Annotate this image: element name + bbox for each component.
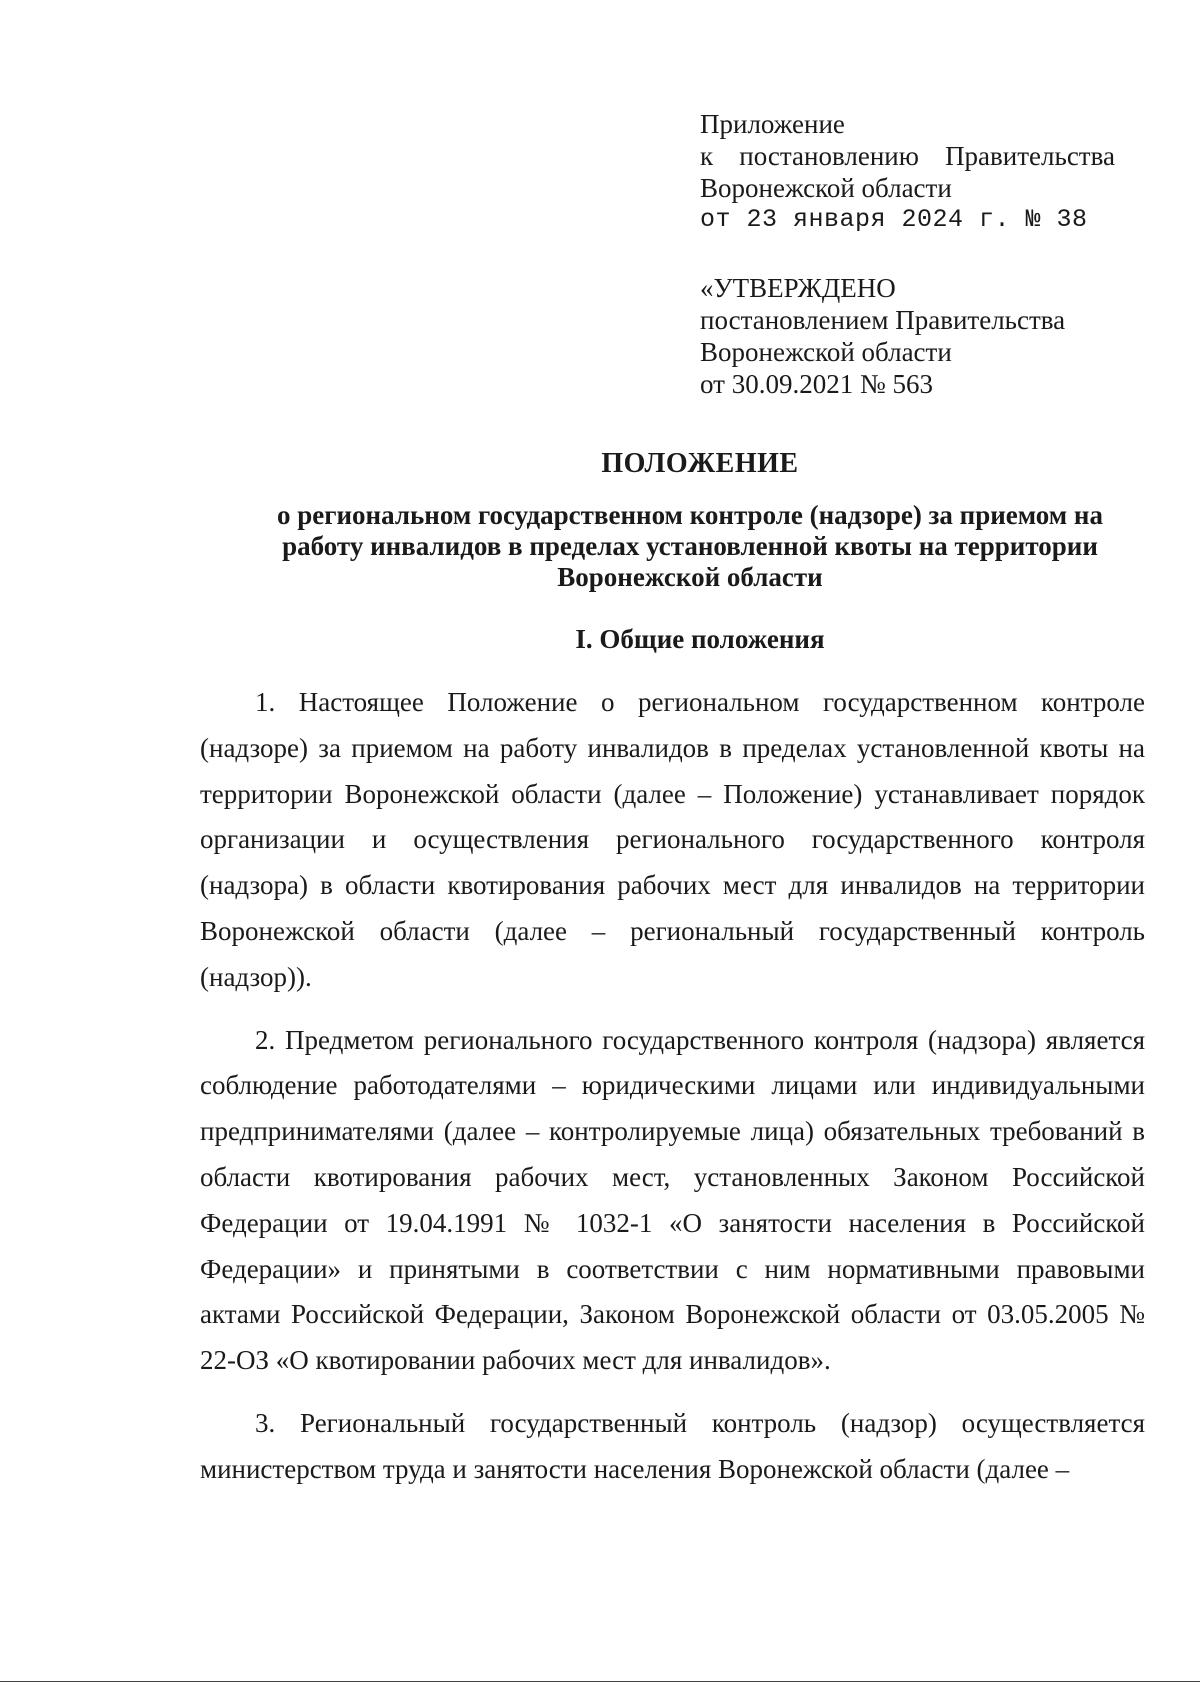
appendix-line-2-mid: постановлению — [739, 141, 919, 171]
subtitle-line-3: Воронежской области — [557, 562, 823, 592]
appendix-line-2-right: Правительства — [945, 141, 1115, 171]
section-heading: I. Общие положения — [575, 624, 825, 654]
appendix-line-1: Приложение — [700, 109, 845, 139]
document-subtitle — [240, 500, 1140, 593]
appendix-block — [700, 108, 1115, 236]
approved-line-3: Воронежской области — [700, 337, 952, 367]
appendix-line-3: Воронежской области — [700, 173, 952, 203]
paragraph-2: 2. Предметом регионального государственного контроля (надзора) является соблюдение работодателями – юридическими лицами или индивидуальными предпринимателями (далее – контролируемые лица) обязательных требований в области квотирования рабочих мест, установленных Законом Российской Федерации от 19.04.1991 № 1032-1 «О занятости населения в Российской Федерации» и принятыми в соответствии с ним нормативными правовыми актами Российской Федерации, Законом Воронежской области от 03.05.2005 № 22-ОЗ «О квотировании рабочих мест для инвалидов». — [200, 1024, 1145, 1376]
document-title: ПОЛОЖЕНИЕ — [601, 448, 799, 479]
approved-block — [700, 272, 1115, 400]
approved-line-4: от 30.09.2021 № 563 — [700, 369, 933, 399]
appendix-line-2 — [700, 140, 1115, 172]
paragraph-3: 3. Региональный государственный контроль (надзор) осуществляется министерством труда и занятости населения Воронежской области (далее – — [200, 1407, 1145, 1484]
subtitle-line-1: о региональном государственном контроле (надзоре) за приемом на — [276, 500, 1103, 530]
document-body — [200, 680, 1145, 1510]
page-bottom-rule — [0, 1681, 1200, 1682]
appendix-date-number: от 23 января 2024 г. № 38 — [700, 205, 1088, 234]
subtitle-line-2: работу инвалидов в пределах установленной квоты на территории — [282, 531, 1098, 561]
approved-line-2: постановлением Правительства — [700, 305, 1066, 335]
appendix-line-2-left: к — [700, 141, 714, 171]
approved-line-1: «УТВЕРЖДЕНО — [700, 273, 896, 303]
paragraph-1: 1. Настоящее Положение о региональном государственном контроле (надзоре) за приемом на работу инвалидов в пределах установленной квоты на территории Воронежской области (далее – Положение) устанавливает порядок организации и осуществления регионального государственного контроля (надзора) в области квотирования рабочих мест для инвалидов на территории Воронежской области (далее – региональный государственный контроль (надзор)). — [200, 687, 1145, 992]
